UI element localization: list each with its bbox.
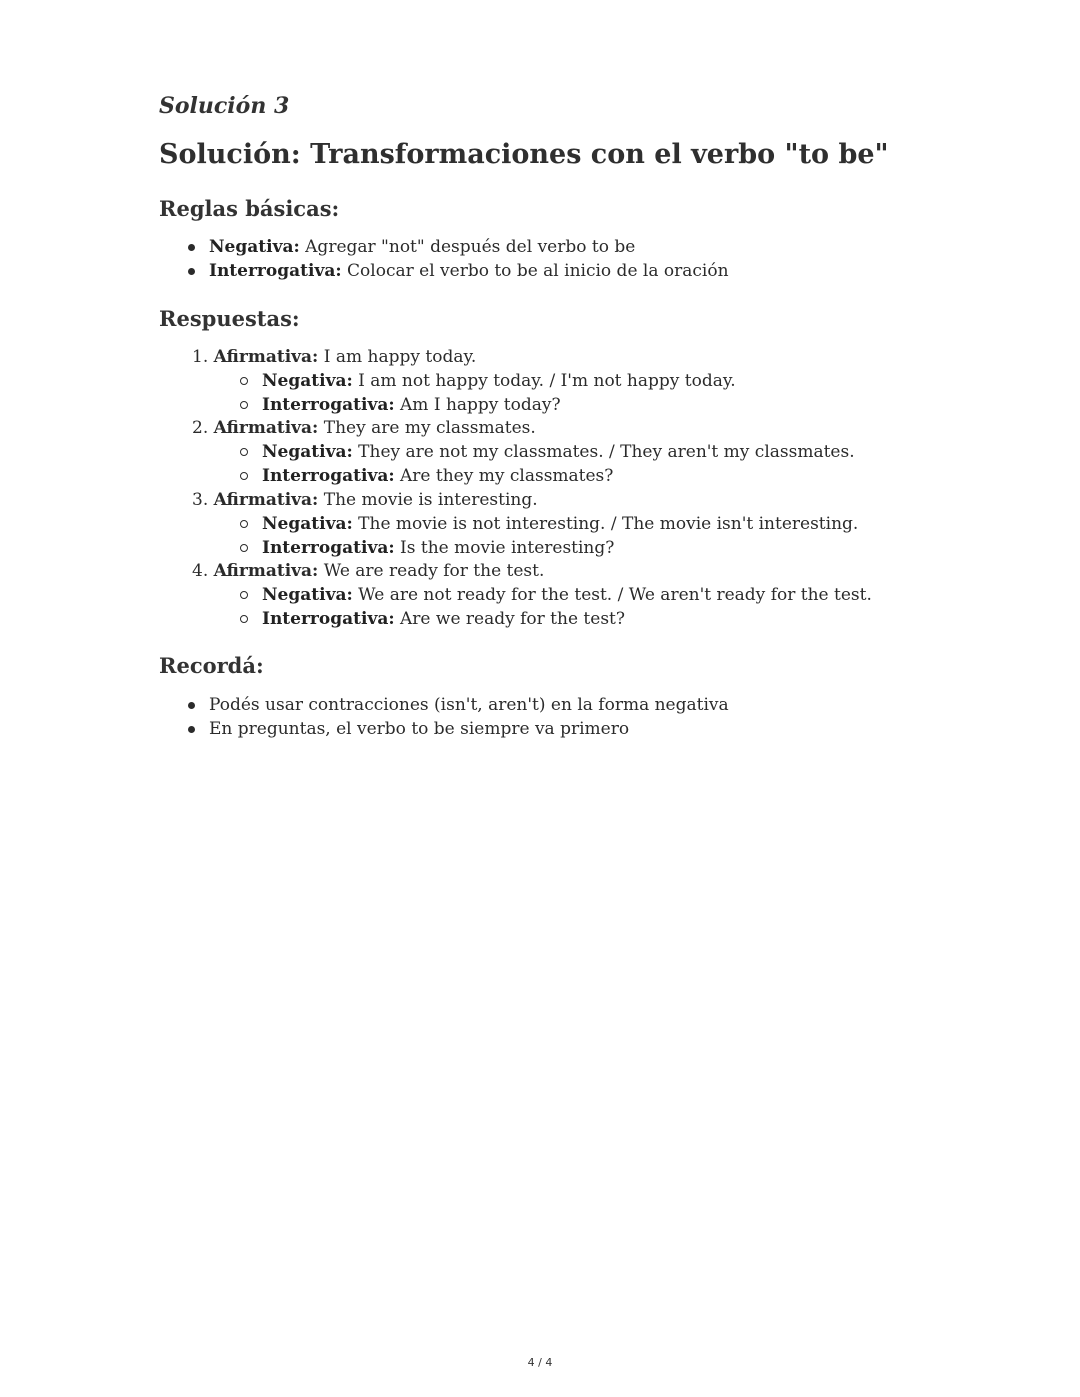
circle-bullet-icon bbox=[240, 472, 248, 480]
interrogative-text: Are we ready for the test? bbox=[394, 609, 625, 629]
affirmative-label: Afirmativa: bbox=[213, 347, 319, 367]
rule-label: Interrogativa: bbox=[209, 261, 342, 281]
negative-text: The movie is not interesting. / The movie isn't interesting. bbox=[352, 514, 859, 534]
item-number: 2. bbox=[192, 418, 209, 438]
answer-item bbox=[192, 416, 536, 440]
interrogative-text: Am I happy today? bbox=[394, 395, 561, 415]
circle-bullet-icon bbox=[240, 377, 248, 385]
affirmative-text: The movie is interesting. bbox=[318, 490, 538, 510]
bullet-icon bbox=[188, 244, 195, 251]
item-number: 3. bbox=[192, 490, 209, 510]
circle-bullet-icon bbox=[240, 401, 248, 409]
affirmative-label: Afirmativa: bbox=[213, 561, 319, 581]
circle-bullet-icon bbox=[240, 615, 248, 623]
affirmative-label: Afirmativa: bbox=[213, 418, 319, 438]
rule-text: Agregar "not" después del verbo to be bbox=[299, 237, 636, 257]
negative-line bbox=[262, 440, 855, 464]
page-title: Solución: Transformaciones con el verbo "to be" bbox=[159, 139, 889, 170]
circle-bullet-icon bbox=[240, 520, 248, 528]
circle-bullet-icon bbox=[240, 544, 248, 552]
negative-line bbox=[262, 369, 736, 393]
bullet-icon bbox=[188, 268, 195, 275]
negative-label: Negativa: bbox=[262, 371, 353, 391]
answer-item bbox=[192, 345, 476, 369]
interrogative-text: Is the movie interesting? bbox=[394, 538, 615, 558]
negative-line bbox=[262, 583, 872, 607]
interrogative-label: Interrogativa: bbox=[262, 395, 395, 415]
answer-item bbox=[192, 488, 538, 512]
interrogative-label: Interrogativa: bbox=[262, 609, 395, 629]
rules-heading: Reglas básicas: bbox=[159, 196, 340, 221]
negative-text: We are not ready for the test. / We aren't ready for the test. bbox=[352, 585, 872, 605]
negative-label: Negativa: bbox=[262, 585, 353, 605]
item-number: 1. bbox=[192, 347, 209, 367]
rule-text: Colocar el verbo to be al inicio de la oración bbox=[341, 261, 729, 281]
negative-label: Negativa: bbox=[262, 514, 353, 534]
remember-heading: Recordá: bbox=[159, 653, 264, 678]
negative-label: Negativa: bbox=[262, 442, 353, 462]
rule-label: Negativa: bbox=[209, 237, 300, 257]
affirmative-text: We are ready for the test. bbox=[318, 561, 545, 581]
affirmative-text: They are my classmates. bbox=[318, 418, 536, 438]
interrogative-line bbox=[262, 607, 625, 631]
page-number: 4 / 4 bbox=[527, 1356, 553, 1369]
bullet-icon bbox=[188, 726, 195, 733]
negative-line bbox=[262, 512, 858, 536]
circle-bullet-icon bbox=[240, 591, 248, 599]
answer-item bbox=[192, 559, 544, 583]
solution-subtitle: Solución 3 bbox=[159, 93, 290, 119]
interrogative-line bbox=[262, 393, 561, 417]
circle-bullet-icon bbox=[240, 448, 248, 456]
rule-item bbox=[209, 259, 729, 283]
rule-item bbox=[209, 235, 635, 259]
bullet-icon bbox=[188, 702, 195, 709]
remember-item: Podés usar contracciones (isn't, aren't) en la forma negativa bbox=[209, 695, 729, 715]
negative-text: I am not happy today. / I'm not happy today. bbox=[352, 371, 736, 391]
interrogative-line bbox=[262, 536, 614, 560]
item-number: 4. bbox=[192, 561, 209, 581]
interrogative-line bbox=[262, 464, 613, 488]
negative-text: They are not my classmates. / They aren't my classmates. bbox=[352, 442, 855, 462]
remember-item: En preguntas, el verbo to be siempre va primero bbox=[209, 719, 630, 739]
affirmative-text: I am happy today. bbox=[318, 347, 477, 367]
interrogative-label: Interrogativa: bbox=[262, 538, 395, 558]
interrogative-text: Are they my classmates? bbox=[394, 466, 614, 486]
answers-heading: Respuestas: bbox=[159, 306, 300, 331]
affirmative-label: Afirmativa: bbox=[213, 490, 319, 510]
interrogative-label: Interrogativa: bbox=[262, 466, 395, 486]
